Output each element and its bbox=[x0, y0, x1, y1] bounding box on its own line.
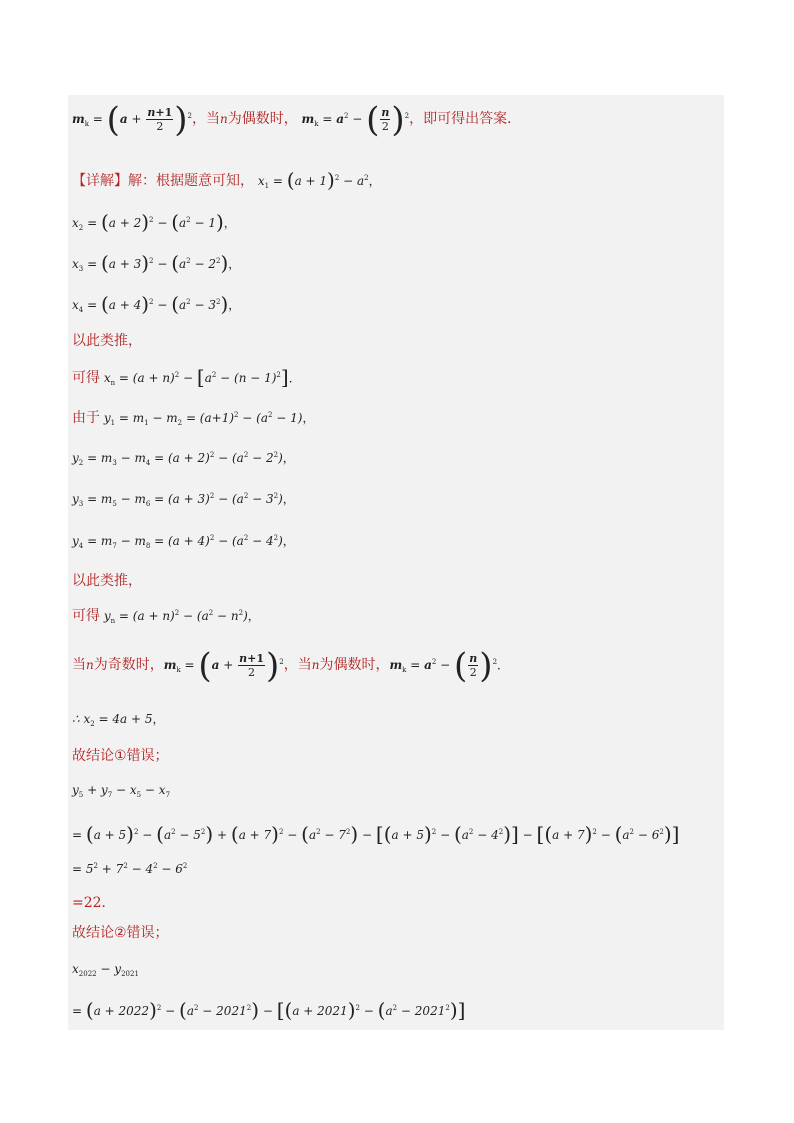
eq-y4: $y_4 = m_7 - m_8 = (a + 4)^2 - (a^2 - 4^2)$， bbox=[72, 534, 295, 550]
hint-line: $m_k = (a$ + $\frac{n+1}{2}$ )$^2$，当n为偶数时， $m_k = a^2$ − ( $\frac{n}{2}$ )$^2$，即可得出答案． bbox=[72, 100, 522, 140]
eq-y3: $y_3 = m_5 - m_6 = (a + 3)^2 - (a^2 - 3^2)$， bbox=[72, 492, 295, 508]
eq-sum: $y_5 + y_7 - x_5 - x_7$ bbox=[72, 783, 171, 799]
eq-diff-expand: = $(a + 2022)^2 - (a^2 - 2021^2) - [(a + 2021)^2 - (a^2 - 2021^2)]$ bbox=[72, 998, 466, 1022]
hint-when: ，当 bbox=[191, 111, 220, 127]
eq-diff: $x_{2022} - y_{2021}$ bbox=[72, 962, 139, 978]
eq-x2: $x_2 = (a + 2)^2 - (a^2 - 1)$， bbox=[72, 210, 236, 234]
eq-x3: $x_3 = (a + 3)^2 - (a^2 - 2^2)$， bbox=[72, 251, 241, 275]
conclusion-1: 故结论①错误； bbox=[72, 748, 169, 764]
analogy-2: 以此类推， bbox=[72, 573, 142, 589]
eq-y2: $y_2 = m_3 - m_4 = (a + 2)^2 - (a^2 - 2^2)$， bbox=[72, 451, 295, 467]
eq-x4: $x_4 = (a + 4)^2 - (a^2 - 3^2)$， bbox=[72, 292, 241, 316]
document-panel bbox=[68, 95, 724, 1030]
analogy-1: 以此类推， bbox=[72, 333, 142, 349]
eq-yn: 可得 $y_n = (a + n)^2 - (a^2 - n^2)$， bbox=[72, 608, 260, 625]
result-22: =22． bbox=[72, 895, 116, 911]
odd-even-line: 当n为奇数时，$m_k = (a$ + $\frac{n+1}{2}$ )$^2$，当n为偶数时，$m_k = a^2$ − ( $\frac{n}{2}$ )$^2$． bbox=[72, 646, 510, 686]
eq-xn: 可得 $x_n = (a + n)^2 - [a^2 - (n - 1)^2]$． bbox=[72, 365, 301, 389]
eq-y1: 由于 $y_1 = m_1 - m_2 = (a+1)^2 - (a^2 - 1)$， bbox=[72, 410, 315, 427]
eq-x2-result: ∴ $x_2 = 4a + 5$， bbox=[72, 712, 165, 728]
hint-tail: ，即可得出答案． bbox=[409, 111, 522, 127]
eq-expand: = $(a + 5)^2 - (a^2 - 5^2) + (a + 7)^2 - (a^2 - 7^2) - [(a + 5)^2 - (a^2 - 4^2)] - [(a + 7)^2 - (a^2 - 6^2)]$ bbox=[72, 822, 680, 846]
detail-label: 【详解】 bbox=[72, 173, 128, 189]
eq-simplify: = $5^2 + 7^2 - 4^2 - 6^2$ bbox=[72, 862, 188, 876]
conclusion-2: 故结论②错误； bbox=[72, 925, 169, 941]
detail-line: 【详解】解：根据题意可知， $x_1 = (a + 1)^2 - a^2$， bbox=[72, 168, 381, 192]
